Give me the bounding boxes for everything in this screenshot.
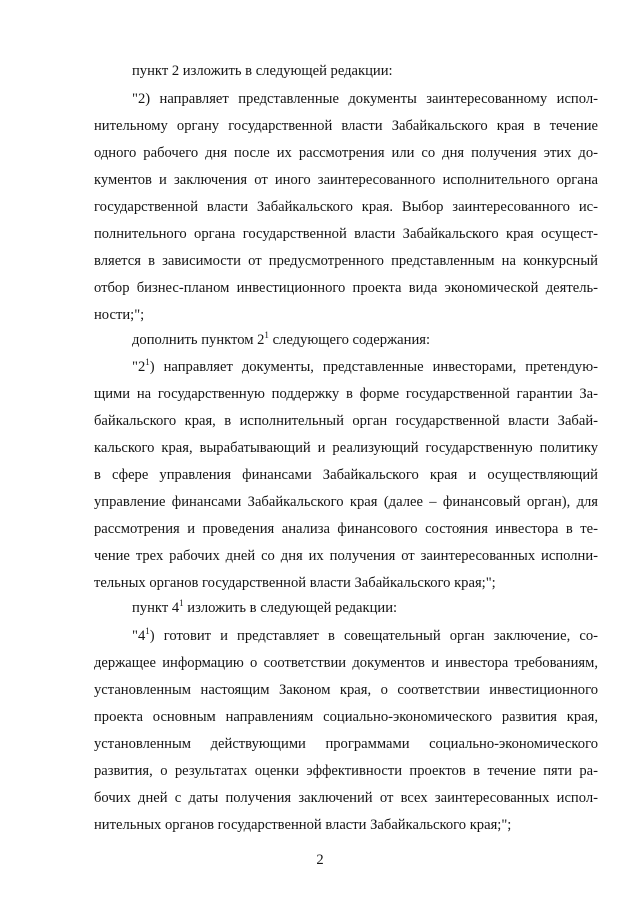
paragraph-line [132, 358, 598, 376]
text-run: пункт 4 [132, 600, 180, 616]
superscript: 1 [145, 357, 150, 367]
text-run: следующего содержания: [268, 332, 431, 348]
paragraph-line: одного рабочего дня после их рассмотрения или со дня получения этих до- [94, 145, 598, 161]
paragraph-line: в сфере управления финансами Забайкальского края и осуществляющий [94, 467, 598, 483]
paragraph-line: установленным действующими программами социально-экономического [94, 736, 598, 752]
paragraph-line: ности;"; [94, 307, 145, 323]
paragraph-line: отбор бизнес-планом инвестиционного проекта вида экономической деятель- [94, 280, 598, 296]
text-run: ) готовит и представляет в совещательный орган заключение, со- [149, 628, 598, 644]
superscript: 1 [145, 626, 150, 636]
paragraph-line: полнительного органа государственной власти Забайкальского края осущест- [94, 226, 598, 242]
paragraph-line: проекта основным направлениям социально-экономического развития края, [94, 709, 598, 725]
paragraph-line: бочих дней с даты получения заключений от всех заинтересованных испол- [94, 790, 598, 806]
page-number: 2 [316, 852, 324, 868]
paragraph-line: "2) направляет представленные документы заинтересованному испол- [132, 91, 598, 107]
text-run: дополнить пунктом 2 [132, 332, 265, 348]
paragraph-line: кальского края, вырабатывающий и реализующий государственную политику [94, 440, 598, 456]
text-run: ) направляет документы, представленные инвесторами, претендую- [149, 359, 598, 375]
superscript: 1 [179, 598, 184, 608]
paragraph-line: байкальского края, в исполнительный орган государственной власти Забай- [94, 413, 598, 429]
paragraph-line: кументов и заключения от иного заинтересованного исполнительного органа [94, 172, 598, 188]
paragraph-line [132, 331, 430, 349]
text-run: изложить в следующей редакции: [183, 600, 398, 616]
paragraph-line: нительных органов государственной власти Забайкальского края;"; [94, 817, 512, 833]
paragraph-line: чение трех рабочих дней со дня их получения от заинтересованных исполни- [94, 548, 598, 564]
paragraph-line: рассмотрения и проведения анализа финансового состояния инвестора в те- [94, 521, 598, 537]
text-run: "4 [132, 628, 146, 644]
paragraph-line: государственной власти Забайкальского края. Выбор заинтересованного ис- [94, 199, 598, 215]
paragraph-line: управление финансами Забайкальского края (далее – финансовый орган), для [94, 494, 598, 510]
paragraph-line: вляется в зависимости от предусмотренного представленным на конкурсный [94, 253, 598, 269]
paragraph-line: держащее информацию о соответствии документов и инвестора требованиям, [94, 655, 598, 671]
paragraph-line: пункт 2 изложить в следующей редакции: [132, 63, 393, 79]
paragraph-line: нительному органу государственной власти Забайкальского края в течение [94, 118, 598, 134]
paragraph-line [132, 599, 397, 617]
paragraph-line: тельных органов государственной власти Забайкальского края;"; [94, 575, 496, 591]
paragraph-line: щими на государственную поддержку в форме государственной гарантии За- [94, 386, 598, 402]
paragraph-line: развития, о результатах оценки эффективности проектов в течение пяти ра- [94, 763, 598, 779]
paragraph-line [132, 627, 598, 645]
superscript: 1 [264, 330, 269, 340]
text-run: "2 [132, 359, 146, 375]
paragraph-line: установленным настоящим Законом края, о соответствии инвестиционного [94, 682, 598, 698]
